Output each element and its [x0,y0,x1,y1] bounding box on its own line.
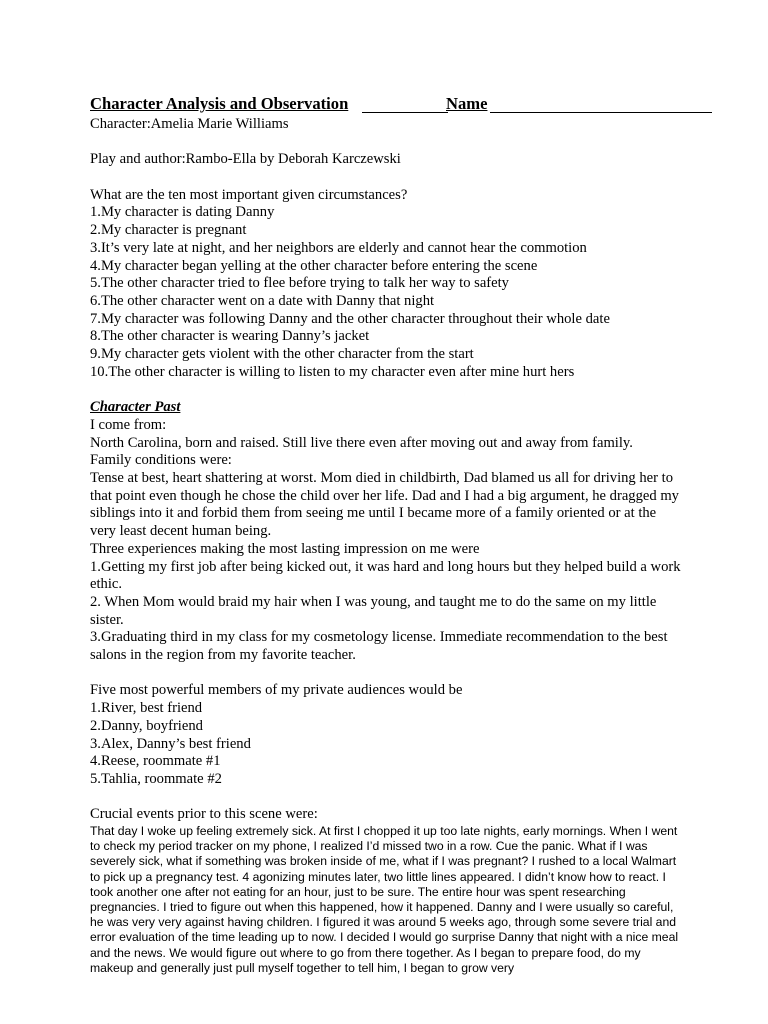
list-item: 1.Getting my first job after being kicked out, it was hard and long hours but they helped build a work ethic. [90,558,681,593]
list-item: 9.My character gets violent with the other character from the start [90,346,474,363]
name-label: Name [446,94,488,113]
come-from-text: North Carolina, born and raised. Still live there even after moving out and away from family. [90,434,633,451]
document-page [90,94,730,976]
document-title: Character Analysis and Observation [90,94,349,113]
character-past-heading: Character Past [90,399,181,416]
list-item: 2.My character is pregnant [90,222,247,239]
circumstances-list [90,204,730,381]
experiences-label: Three experiences making the most lasting impression on me were [90,540,480,557]
name-blank-line [490,112,712,113]
list-item: 2. When Mom would braid my hair when I was young, and taught me to do the same on my little sister. [90,593,657,628]
character-line: Character:Amelia Marie Williams [90,116,289,132]
events-label: Crucial events prior to this scene were: [90,806,318,823]
come-from-label: I come from: [90,416,167,433]
list-item: 4.My character began yelling at the other character before entering the scene [90,257,538,274]
list-item: 7.My character was following Danny and the other character throughout their whole date [90,310,610,327]
list-item: 5.The other character tried to flee before trying to talk her way to safety [90,275,509,292]
family-label: Family conditions were: [90,452,232,469]
list-item: 3.Alex, Danny’s best friend [90,735,251,752]
title-underline-gap [362,112,448,113]
list-item: 4.Reese, roommate #1 [90,753,221,770]
list-item: 1.My character is dating Danny [90,204,275,221]
list-item: 3.Graduating third in my class for my cosmetology license. Immediate recommendation to the best salons in the region from my favorite teacher. [90,629,668,664]
audiences-label: Five most powerful members of my private audiences would be [90,682,463,699]
list-item: 8.The other character is wearing Danny’s jacket [90,328,370,345]
events-text: That day I woke up feeling extremely sick. At first I chopped it up too late nights, early mornings. When I went to check my period tracker on my phone, I realized I’d missed two in a row. Cue the panic. What if I was severely sick, what if something was broken inside of me, what if I was pregnant? I rushed to a local Walmart to pick up a pregnancy test. 4 agonizing minutes later, two little lines appeared. I didn’t know how to react. I took another one after not eating for an hour, just to be sure. The entire hour was spent researching pregnancies. I tried to figure out when this happened, how it happened. Danny and I were usually so careful, he was very very against having children. I figured it was around 5 weeks ago, through some severe trial and error evaluation of the time leading up to now. I decided I would go surprise Danny that night with a nice meal and the news. We would figure out where to go from there together. As I began to prepare food, do my makeup and generally just pull myself together to tell him, I began to grow very [90,824,679,975]
list-item: 6.The other character went on a date with Danny that night [90,293,435,309]
list-item: 5.Tahlia, roommate #2 [90,770,222,787]
family-text: Tense at best, heart shattering at worst. Mom died in childbirth, Dad blamed us all for driving her to that point even though he chose the child over her life. Dad and I had a big argument, he dragged my siblings into it and forbid them from seeing me until I became more of a family oriented or at the very least decent human being. [90,470,679,540]
audiences-list [90,700,730,789]
title-row [90,94,730,116]
circumstances-question: What are the ten most important given circumstances? [90,186,408,203]
list-item: 1.River, best friend [90,700,203,717]
list-item: 3.It’s very late at night, and her neighbors are elderly and cannot hear the commotion [90,239,587,256]
play-author-line: Play and author:Rambo-Ella by Deborah Karczewski [90,151,401,168]
list-item: 10.The other character is willing to listen to my character even after mine hurt hers [90,363,575,380]
list-item: 2.Danny, boyfriend [90,717,203,734]
